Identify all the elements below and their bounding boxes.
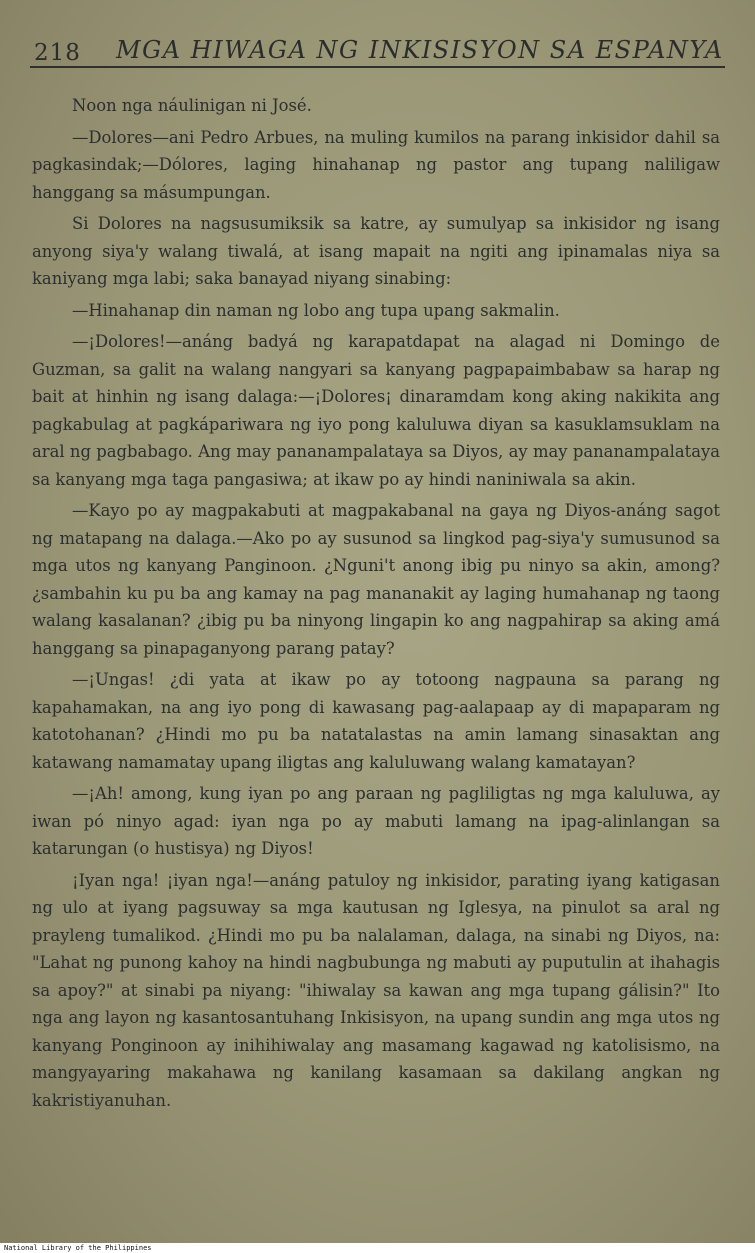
paragraph: —¡Ah! among, kung iyan po ang paraan ng pagliligtas ng mga kaluluwa, ay iwan pó ninyo agad: iyan nga po ay mabuti lamang na ipag-alinlangan sa katarungan (o hustisya) ng Diyos! xyxy=(32,784,720,858)
paragraph: ¡Iyan nga! ¡iyan nga!—anáng patuloy ng inkisidor, parating iyang katigasan ng ulo at iyang pagsuway sa mga kautusan ng Iglesya, na pinulot sa aral ng prayleng tumalikod. ¿Hindi mo pu ba nalalaman, dalaga, na sinabi ng Diyos, na: "Lahat ng punong kahoy na hindi nagbubunga ng mabuti ay puputulin at ihahagis sa apoy?" at sinabi pa niyang: "ihiwalay sa kawan ang mga tupang gálisin?" Ito nga ang layon ng kasantosantuhang Inkisisyon, na upang sundin ang mga utos ng kanyang Ponginoon ay inihihiwalay ang masamang kagawad ng katolisismo, na mangyayaring makahawa ng kanilang kasamaan sa dakilang angkan ng kakristiyanuhan. xyxy=(32,870,720,1110)
header-rule xyxy=(30,66,725,68)
paragraph: —¡Dolores!—anáng badyá ng karapatdapat na alagad ni Domingo de Guzman, sa galit na walang nangyari sa kanyang pagpapaimbabaw sa harap ng bait at hinhin ng isang dalaga:—¡Dolores¡ dinaramdam kong aking nakikita ang pagkabulag at pagkápariwara ng iyo pong kaluluwa diyan sa kasuklamsuklam na aral ng pagbabago. Ang may pananampalataya sa Diyos, ay may pananampalataya sa kanyang mga taga pangasiwa; at ikaw po ay hindi naniniwala sa akin. xyxy=(32,332,720,489)
paragraph: —Kayo po ay magpakabuti at magpakabanal na gaya ng Diyos-anáng sagot ng matapang na dalaga.—Ako po ay susunod sa lingkod pag-siya'y sumusunod sa mga utos ng kanyang Panginoon. ¿Nguni't anong ibig pu ninyo sa akin, among? ¿sambahin ku pu ba ang kamay na pag mananakit ay laging humahanap ng taong walang kasalanan? ¿ibig pu ba ninyong lingapin ko ang nagpahirap sa aking amá hanggang sa pinapaganyong parang patay? xyxy=(32,501,720,658)
page-number: 218 xyxy=(34,40,81,66)
body-text xyxy=(32,92,720,1114)
library-credit: National Library of the Philippines xyxy=(4,1244,152,1252)
running-title: MGA HIWAGA NG INKISISYON SA ESPANYA xyxy=(116,36,724,64)
paragraph: —Dolores—ani Pedro Arbues, na muling kumilos na parang inkisidor dahil sa pagkasindak;—Dólores, laging hinahanap ng pastor ang tupang naliligaw hanggang sa másumpungan. xyxy=(32,127,720,202)
paragraph: Si Dolores na nagsusumiksik sa katre, ay sumulyap sa inkisidor ng isang anyong siya'y walang tiwalá, at isang mapait na ngiti ang ipinamalas niya sa kaniyang mga labi; saka banayad niyang sinabing: xyxy=(32,214,720,288)
paragraph: —¡Ungas! ¿di yata at ikaw po ay totoong nagpauna sa parang ng kapahamakan, na ang iyo pong di kawasang pag-aalapaap ay di mapaparam ng katotohanan? ¿Hindi mo pu ba natatalastas na amin lamang sinasaktan ang katawang namamatay upang iligtas ang kaluluwang walang kamatayan? xyxy=(32,670,720,772)
paragraph: Noon nga náulinigan ni José. xyxy=(72,96,312,115)
paragraph: —Hinahanap din naman ng lobo ang tupa upang sakmalin. xyxy=(72,300,560,320)
page-header xyxy=(34,34,724,70)
